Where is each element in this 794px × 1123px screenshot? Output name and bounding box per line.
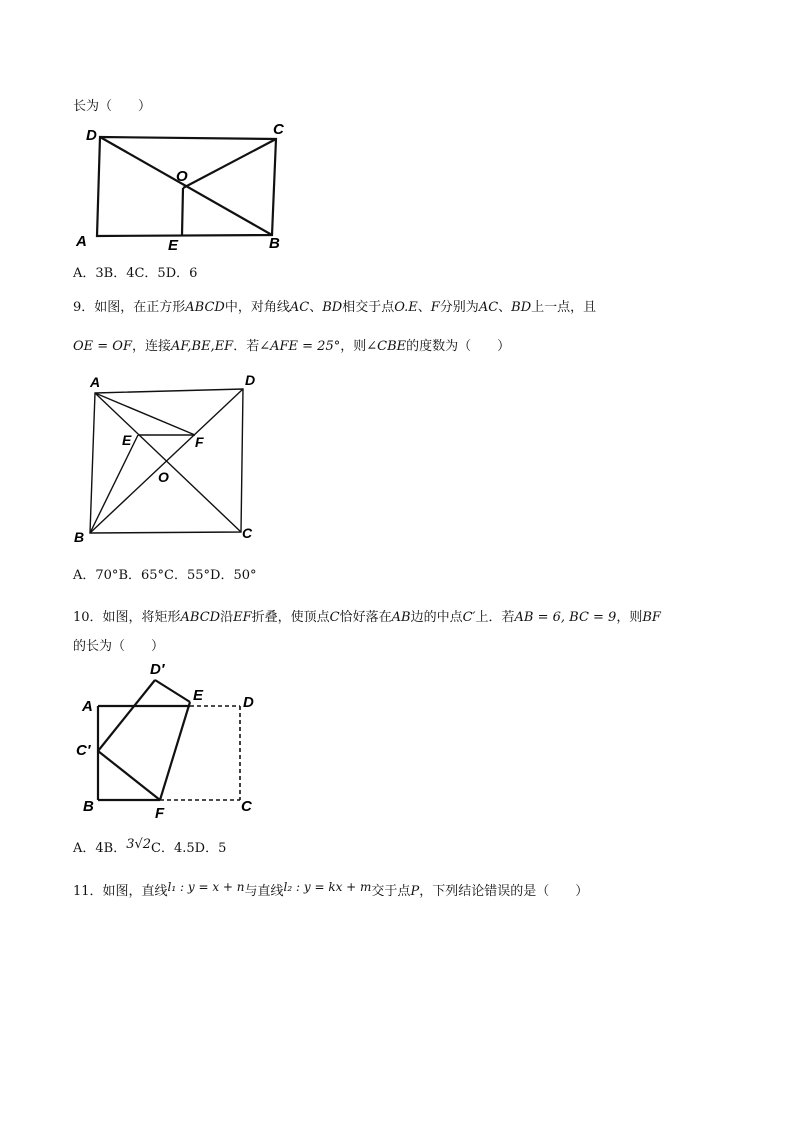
q8-label-A: A (76, 233, 87, 250)
q9-label-D: D (245, 372, 256, 388)
q9-options: A．70°B．65°C．55°D．50° (73, 568, 257, 583)
q8-label-O: O (176, 168, 188, 185)
q8-figure (60, 118, 300, 258)
q9-label-B: B (74, 529, 85, 545)
q8-label-B: B (269, 235, 280, 252)
q11-stem: 11．如图，直线l₁ : y = x + n与直线l₂ : y = kx + m交于点P，下列结论错误的是（ ） (73, 880, 589, 899)
q8-label-D: D (86, 127, 97, 144)
q10-label-B: B (83, 798, 94, 815)
q10-label-D: D (243, 694, 254, 711)
q10-options: A．4B．3√2C．4.5D．5 (73, 837, 227, 856)
q8-options: A．3B．4C．5D．6 (73, 266, 198, 281)
q9-line2: OE = OF，连接AF,BE,EF．若∠AFE = 25°，则∠CBE的度数为（ ） (73, 339, 511, 354)
q10-label-A: A (82, 698, 93, 715)
q10-line2: 的长为（ ） (73, 639, 165, 654)
q10-label-C: C (241, 798, 252, 815)
q8-stem-tail: 长为（ ） (73, 99, 152, 114)
q9-label-F: F (195, 434, 204, 450)
q9-line1: 9．如图，在正方形ABCD中，对角线AC、BD相交于点O.E、F分别为AC、BD上一点，且 (73, 300, 597, 315)
q10-label-E: E (193, 687, 204, 704)
q10-figure (70, 655, 270, 830)
q9-label-E: E (122, 432, 132, 448)
q9-label-C: C (242, 525, 253, 541)
q8-label-E: E (168, 237, 179, 254)
q10-label-F: F (155, 805, 165, 822)
q9-label-A: A (90, 374, 101, 390)
q10-label-Cp: C′ (76, 742, 91, 759)
q8-label-C: C (273, 121, 284, 138)
q10-line1: 10．如图，将矩形ABCD沿EF折叠，使顶点C恰好落在AB边的中点C′上．若AB = 6, BC = 9，则BF (73, 610, 661, 625)
q10-label-Dp: D′ (150, 661, 165, 678)
q9-figure (70, 370, 270, 550)
q9-label-O: O (158, 469, 169, 485)
